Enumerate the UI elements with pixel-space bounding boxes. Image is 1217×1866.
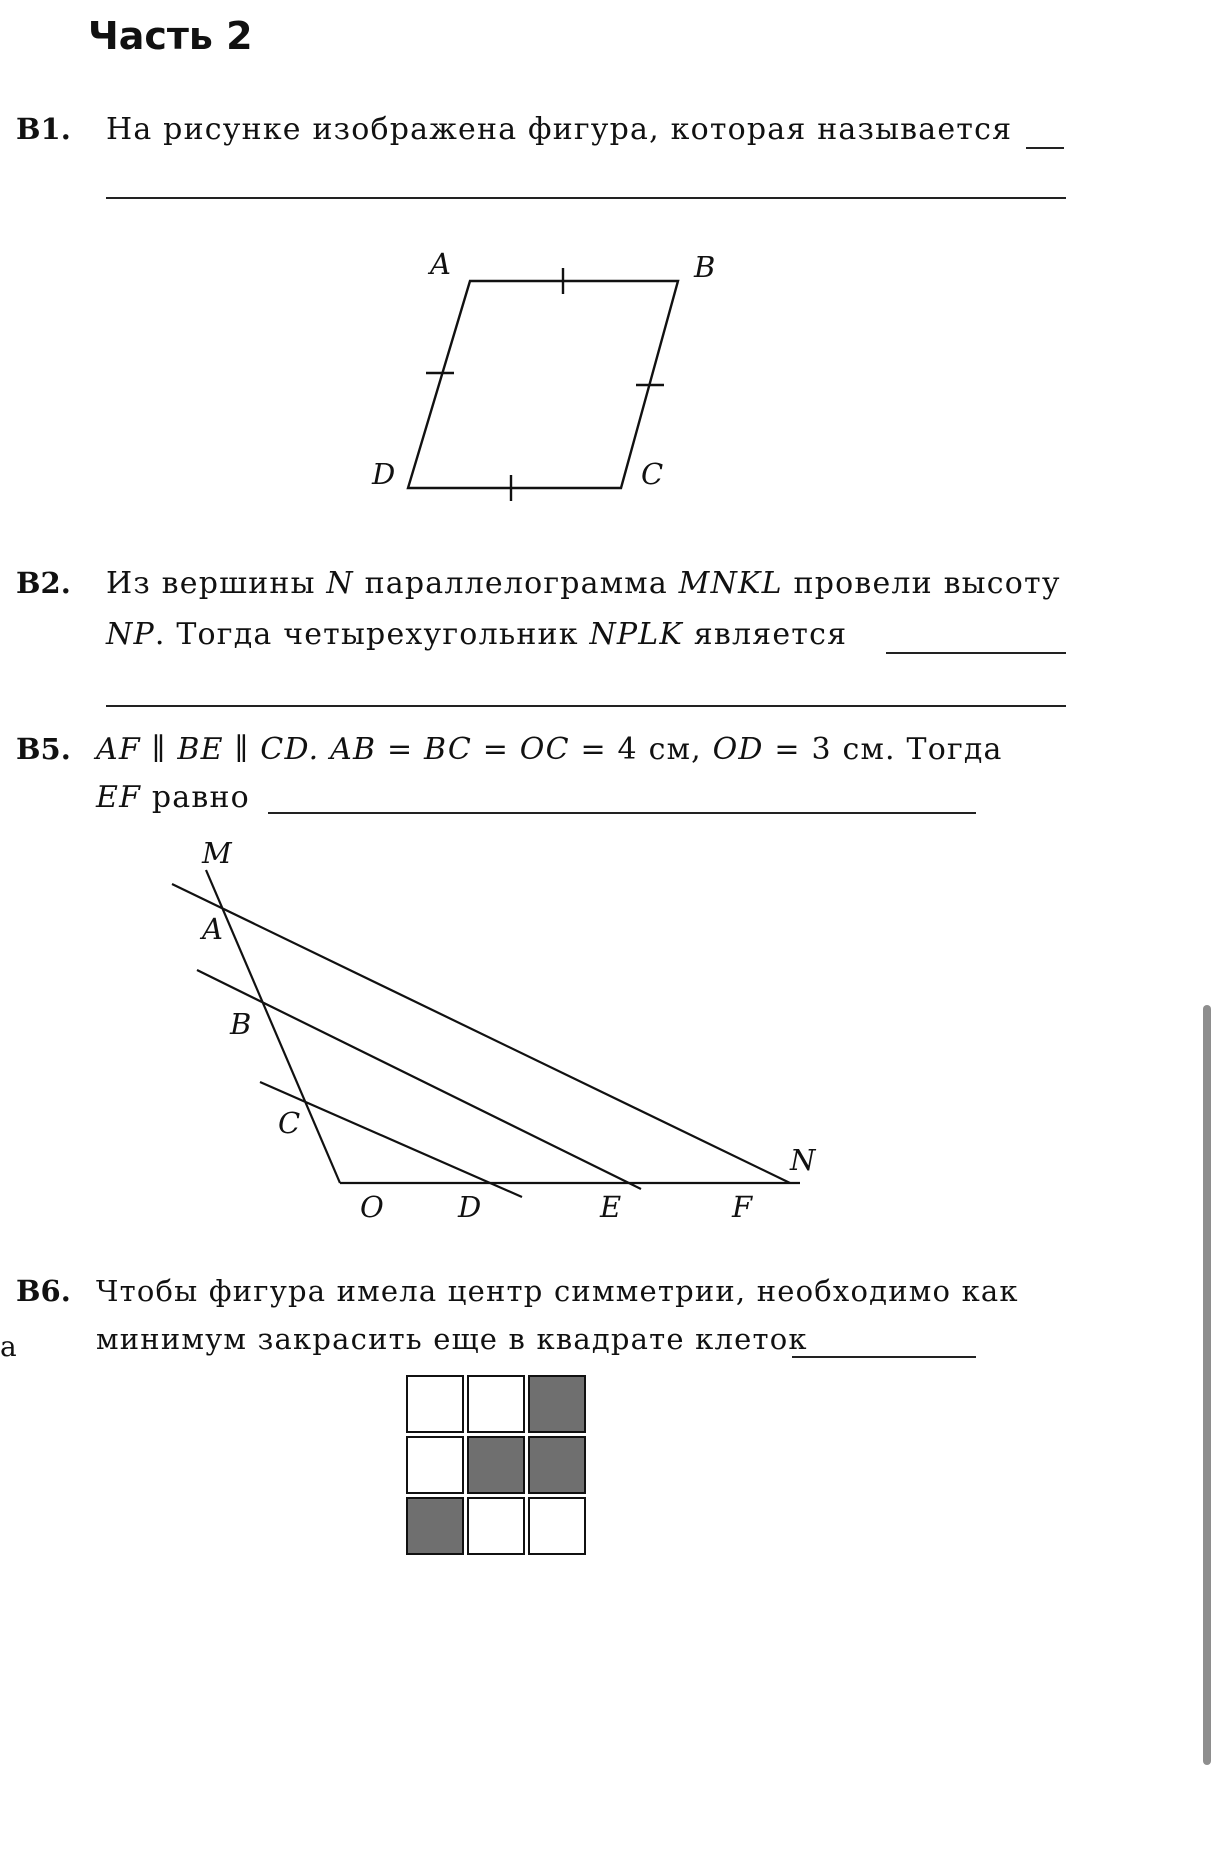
b5-label-m: M <box>202 836 232 870</box>
line-mo <box>206 870 340 1183</box>
grid-cell-empty <box>406 1375 464 1433</box>
b1-label-c: C <box>641 457 664 491</box>
b2-text-part: . Тогда четырехугольник <box>154 617 590 652</box>
question-b2-line2 <box>106 617 847 652</box>
b2-answer-line <box>106 705 1066 707</box>
grid-cell-shaded <box>467 1436 525 1494</box>
b5-segment-od: OD <box>712 732 764 767</box>
vertical-scrollbar[interactable] <box>1203 1005 1211 1765</box>
b1-label-d: D <box>372 457 396 491</box>
grid-cell-shaded <box>406 1497 464 1555</box>
b2-answer-blank <box>886 652 1066 654</box>
b5-label-a: A <box>202 912 223 946</box>
b2-text-part: провели высоту <box>782 566 1061 601</box>
grid-cell-shaded <box>528 1375 586 1433</box>
question-b1-number: B1. <box>16 112 71 146</box>
b2-text-part: параллелограмма <box>353 566 679 601</box>
question-b1-text: На рисунке изображена фигура, которая называется <box>106 112 1013 147</box>
question-b2-line1 <box>106 566 1061 601</box>
b2-text-part: Из вершины <box>106 566 327 601</box>
grid-cell-empty <box>528 1497 586 1555</box>
b5-label-c: C <box>278 1106 301 1140</box>
b5-figure <box>172 870 800 1197</box>
b5-condition: AF ∥ BE ∥ CD. AB = BC = OC <box>96 732 570 767</box>
grid-cell-empty <box>467 1497 525 1555</box>
b5-text-part: = 3 см. Тогда <box>763 732 1003 767</box>
b2-height-np: NP <box>106 617 155 652</box>
b5-label-d: D <box>458 1190 482 1224</box>
question-b6-line2: минимум закрасить еще в квадрате клеток <box>96 1322 808 1356</box>
part-heading: Часть 2 <box>88 14 253 58</box>
b5-label-n: N <box>790 1143 816 1177</box>
b5-label-f: F <box>732 1190 753 1224</box>
b2-quad-name: NPLK <box>589 617 684 652</box>
b2-vertex-n: N <box>326 566 354 601</box>
b5-text-part: равно <box>141 780 250 815</box>
b1-label-b: B <box>694 250 716 284</box>
b6-grid <box>406 1375 590 1559</box>
b2-parallelogram-name: MNKL <box>678 566 783 601</box>
grid-cell-shaded <box>528 1436 586 1494</box>
b5-label-e: E <box>600 1190 622 1224</box>
b5-segment-ef: EF <box>96 780 142 815</box>
grid-cell-empty <box>406 1436 464 1494</box>
b5-text-part: = 4 см, <box>569 732 713 767</box>
question-b5-line2 <box>96 780 250 815</box>
left-edge-cut-text: а <box>0 1330 17 1363</box>
question-b6-number: B6. <box>16 1274 71 1308</box>
b5-label-b: B <box>230 1007 252 1041</box>
question-b6-line1: Чтобы фигура имела центр симметрии, необходимо как <box>96 1274 1019 1308</box>
b6-answer-blank <box>792 1356 976 1358</box>
b1-parallelogram <box>408 268 678 501</box>
b2-text-part: является <box>683 617 848 652</box>
b5-answer-line <box>268 812 976 814</box>
grid-cell-empty <box>467 1375 525 1433</box>
question-b5-number: B5. <box>16 732 71 766</box>
line-an <box>172 884 790 1183</box>
question-b5-line1 <box>96 732 1003 767</box>
b1-label-a: A <box>430 247 451 281</box>
question-b2-number: B2. <box>16 566 71 600</box>
b5-label-o: O <box>360 1190 384 1224</box>
